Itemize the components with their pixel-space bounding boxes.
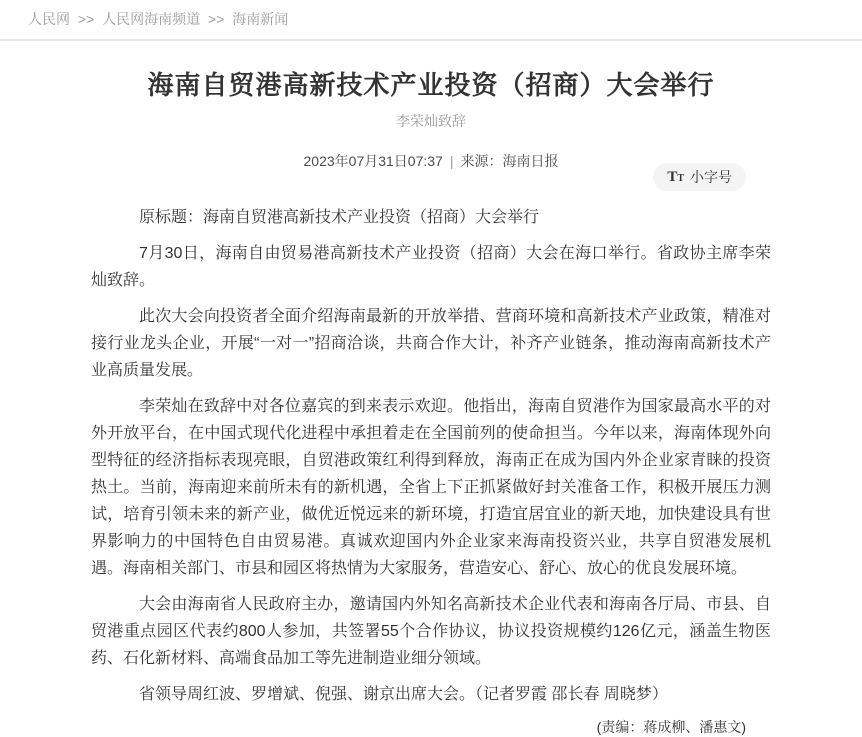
- article-body: [91, 204, 771, 708]
- article-paragraph: 此次大会向投资者全面介绍海南最新的开放举措、营商环境和高新技术产业政策，精准对接行业龙头企业，开展“一对一”招商洽谈，共商合作大计，补齐产业链条，推动海南高新技术产业高质量发展。: [91, 308, 771, 379]
- font-size-button[interactable]: [653, 163, 746, 191]
- font-size-icon: TT: [667, 168, 684, 185]
- font-size-label: 小字号: [690, 169, 732, 185]
- article-paragraphs: [91, 240, 771, 708]
- breadcrumb-link[interactable]: 海南新闻: [232, 11, 289, 27]
- source-name: 海南日报: [502, 153, 559, 169]
- breadcrumb-link[interactable]: 人民网: [28, 11, 70, 27]
- article-paragraph: 7月30日，海南自由贸易港高新技术产业投资（招商）大会在海口举行。省政协主席李荣灿致辞。: [91, 245, 771, 289]
- breadcrumb-separator: >>: [74, 11, 99, 27]
- original-title-line: 原标题：海南自贸港高新技术产业投资（招商）大会举行: [139, 209, 540, 226]
- editors-note: (责编：蒋成柳、潘惠文): [596, 719, 746, 735]
- article-meta: [91, 147, 771, 195]
- article-title: 海南自贸港高新技术产业投资（招商）大会举行: [147, 70, 715, 100]
- source-label: 来源：: [460, 153, 503, 169]
- article-paragraph: 李荣灿在致辞中对各位嘉宾的到来表示欢迎。他指出，海南自贸港作为国家最高水平的对外开放平台，在中国式现代化进程中承担着走在全国前列的使命担当。今年以来，海南体现外向型特征的经济指标表现亮眼，自贸港政策红利得到释放，海南正在成为国内外企业家青睐的投资热土。当前，海南迎来前所未有的新机遇，全省上下正抓紧做好封关准备工作，积极开展压力测试，培育引领未来的新产业，做优近悦远来的新环境，打造宜居宜业的新天地，加快建设具有世界影响力的中国特色自由贸易港。真诚欢迎国内外企业家来海南投资兴业，共享自贸港发展机遇。海南相关部门、市县和园区将热情为大家服务，营造安心、舒心、放心的优良发展环境。: [91, 398, 771, 577]
- breadcrumb-link[interactable]: 人民网海南频道: [102, 11, 201, 27]
- publish-date: 2023年07月31日07:37: [303, 153, 443, 169]
- meta-separator-icon: |: [449, 153, 454, 169]
- breadcrumb: [0, 0, 862, 41]
- article-paragraph: 省领导周红波、罗增斌、倪强、谢京出席大会。（记者罗霞 邵长春 周晓梦）: [139, 686, 668, 703]
- article-subtitle: 李荣灿致辞: [396, 113, 466, 129]
- article-paragraph: 大会由海南省人民政府主办，邀请国内外知名高新技术企业代表和海南各厅局、市县、自贸港重点园区代表约800人参加，共签署55个合作协议，协议投资规模约126亿元，涵盖生物医药、石化新材料、高端食品加工等先进制造业细分领域。: [91, 596, 771, 667]
- article-container: [91, 67, 771, 737]
- breadcrumb-separator: >>: [204, 11, 229, 27]
